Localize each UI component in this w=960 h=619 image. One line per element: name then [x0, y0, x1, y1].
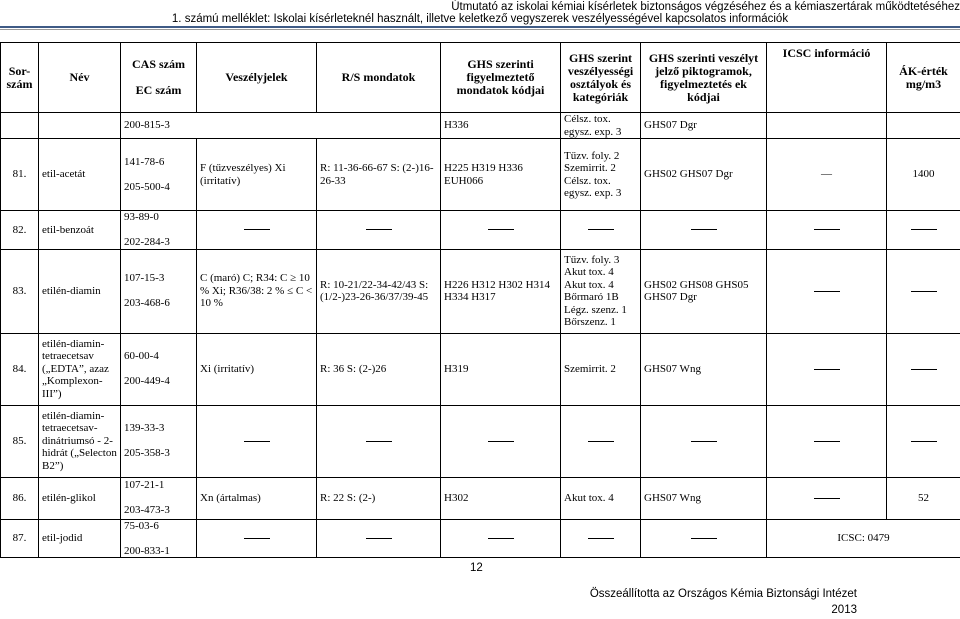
col-header-num: Sor-szám	[1, 43, 39, 113]
document-header-subtitle: 1. számú melléklet: Iskolai kísérleteknél használt, illetve keletkező vegyszerek veszélyességével kapcsolatos információk	[171, 13, 789, 25]
cell-hazard: Xn (ártalmas)	[197, 477, 317, 519]
table-row	[1, 519, 960, 558]
col-header-cas-ec: CAS szám EC szám	[121, 43, 197, 113]
dash	[244, 441, 270, 442]
cell-num: 82.	[1, 211, 39, 250]
table-row	[1, 249, 960, 333]
cell-class: Tűzv. foly. 3 Akut tox. 4 Akut tox. 4 Bőrmaró 1B Légz. szenz. 1 Bőrszenz. 1	[561, 249, 641, 333]
cell-class: Tűzv. foly. 2 Szemirrit. 2 Célsz. tox. egysz. exp. 3	[561, 139, 641, 211]
cell-pict: GHS02 GHS07 Dgr	[641, 139, 767, 211]
footer-organization: Összeállította az Országos Kémia Biztonsági Intézet	[589, 588, 857, 600]
cell-cas: 107-21-1 203-473-3	[121, 477, 197, 519]
col-header-ghs-class: GHS szerint veszélyességi osztályok és kategóriák	[561, 43, 641, 113]
dash	[488, 229, 514, 230]
cell-name: etil-acetát	[39, 139, 121, 211]
header-rule	[0, 26, 960, 28]
table-row	[1, 333, 960, 405]
dash	[244, 538, 270, 539]
col-header-hazard: Veszélyjelek	[197, 43, 317, 113]
table-row	[1, 477, 960, 519]
dash	[814, 498, 840, 499]
dash	[814, 441, 840, 442]
cell-ec: 200-815-3	[121, 113, 441, 139]
col-header-ak: ÁK-érték mg/m3	[887, 43, 960, 113]
dash	[911, 441, 937, 442]
cell-name: etil-benzoát	[39, 211, 121, 250]
cell-ak: 52	[887, 477, 960, 519]
cell-h: H226 H312 H302 H314 H334 H317	[441, 249, 561, 333]
page-number: 12	[470, 562, 483, 574]
dash	[814, 291, 840, 292]
cell-pict: GHS07 Wng	[641, 333, 767, 405]
dash	[911, 229, 937, 230]
cell-cas: 139-33-3 205-358-3	[121, 405, 197, 477]
dash	[488, 441, 514, 442]
cell-num: 81.	[1, 139, 39, 211]
col-header-ghs-h: GHS szerinti figyelmeztető mondatok kódjai	[441, 43, 561, 113]
table-header-row	[1, 43, 960, 113]
cell-name: etilén-diamin-tetraecetsav („EDTA”, azaz „Komplexon-III”)	[39, 333, 121, 405]
dash	[691, 538, 717, 539]
cell-class: Célsz. tox. egysz. exp. 3	[561, 113, 641, 139]
cell-h: H302	[441, 477, 561, 519]
cell-name: etilén-diamin-tetraecetsav-dinátriumsó - 2-hidrát („Selecton B2”)	[39, 405, 121, 477]
cell-icsc: ICSC: 0479	[767, 519, 960, 558]
dash	[911, 369, 937, 370]
col-header-icsc: ICSC információ	[767, 43, 887, 113]
dash	[588, 538, 614, 539]
cell-hazard: C (maró) C; R34: C ≥ 10 % Xi; R36/38: 2 % ≤ C < 10 %	[197, 249, 317, 333]
cell-pict: GHS07 Wng	[641, 477, 767, 519]
document-header-title: Útmutató az iskolai kémiai kísérletek biztonságos végzéséhez és a kémiaszertárak működtetéséhez	[451, 1, 960, 13]
cell-num: 83.	[1, 249, 39, 333]
cell-ak: 1400	[887, 139, 960, 211]
dash	[588, 441, 614, 442]
footer-year: 2013	[831, 604, 857, 616]
dash	[366, 538, 392, 539]
cell-h: H225 H319 H336 EUH066	[441, 139, 561, 211]
col-header-rs: R/S mondatok	[317, 43, 441, 113]
cell-class: Szemirrit. 2	[561, 333, 641, 405]
col-header-ghs-pict: GHS szerinti veszélyt jelző piktogramok, figyelmeztetés ek kódjai	[641, 43, 767, 113]
dash	[911, 291, 937, 292]
chemicals-table	[0, 42, 960, 558]
cell-cas: 93-89-0 202-284-3	[121, 211, 197, 250]
cell-num: 86.	[1, 477, 39, 519]
cell-num: 84.	[1, 333, 39, 405]
col-header-name: Név	[39, 43, 121, 113]
cell-name: etil-jodid	[39, 519, 121, 558]
cell-hazard: F (tűzveszélyes) Xi (irritatív)	[197, 139, 317, 211]
table-row	[1, 405, 960, 477]
table-row	[1, 139, 960, 211]
cell-cas: 141-78-6 205-500-4	[121, 139, 197, 211]
dash	[244, 229, 270, 230]
cell-rs: R: 10-21/22-34-42/43 S: (1/2-)23-26-36/37/39-45	[317, 249, 441, 333]
cell-icsc: —	[767, 139, 887, 211]
table-row	[1, 211, 960, 250]
dash	[691, 229, 717, 230]
dash	[814, 369, 840, 370]
cell-cas: 107-15-3 203-468-6	[121, 249, 197, 333]
cell-cas: 60-00-4 200-449-4	[121, 333, 197, 405]
cell-name: etilén-diamin	[39, 249, 121, 333]
cell-rs: R: 11-36-66-67 S: (2-)16-26-33	[317, 139, 441, 211]
cell-num: 85.	[1, 405, 39, 477]
header-rule-thin	[0, 29, 960, 30]
dash	[366, 229, 392, 230]
cell-name: etilén-glikol	[39, 477, 121, 519]
cell-h: H319	[441, 333, 561, 405]
table-row	[1, 113, 960, 139]
cell-rs: R: 36 S: (2-)26	[317, 333, 441, 405]
cell-hazard: Xi (irritatív)	[197, 333, 317, 405]
cell-cas: 75-03-6 200-833-1	[121, 519, 197, 558]
dash	[366, 441, 392, 442]
dash	[488, 538, 514, 539]
cell-h: H336	[441, 113, 561, 139]
cell-num: 87.	[1, 519, 39, 558]
cell-pict: GHS02 GHS08 GHS05 GHS07 Dgr	[641, 249, 767, 333]
cell-pict: GHS07 Dgr	[641, 113, 767, 139]
dash	[588, 229, 614, 230]
cell-class: Akut tox. 4	[561, 477, 641, 519]
cell-rs: R: 22 S: (2-)	[317, 477, 441, 519]
dash	[814, 229, 840, 230]
dash	[691, 441, 717, 442]
